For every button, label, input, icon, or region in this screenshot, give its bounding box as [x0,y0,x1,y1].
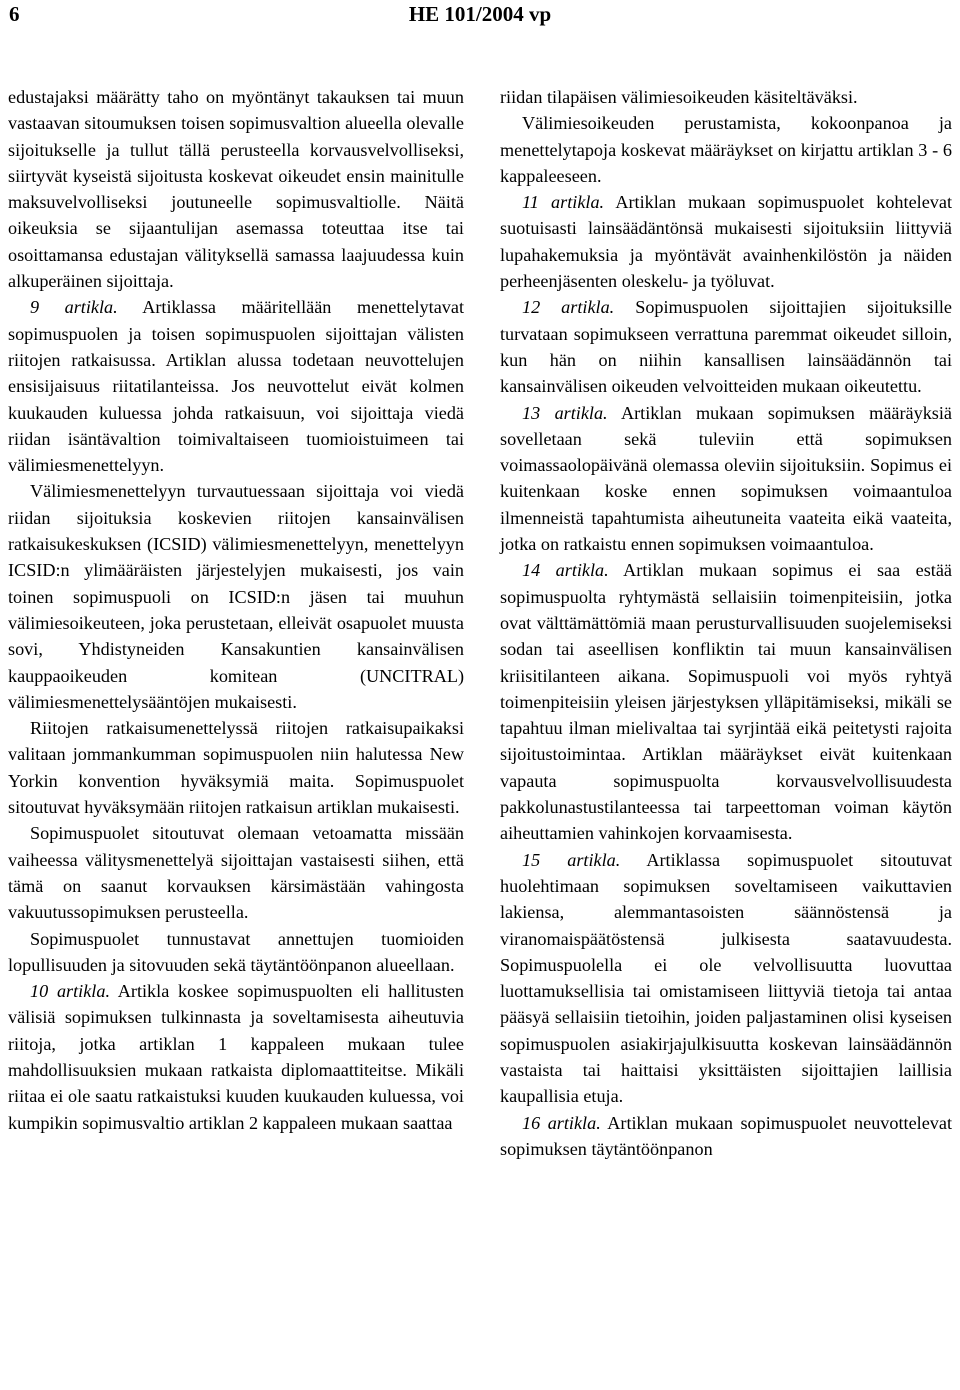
paragraph-article-9 [8,294,464,478]
paragraph-text: Artiklan mukaan sopimus ei saa estää sopimuspuolta ryhtymästä sellaisiin toimenpiteisiin, jotka ovat välttämättömiä maan perusturvallisuuden suojelemiseksi sodan tai aseellisen konfliktin tai muun kansainvälisen kriisitilanteen aikana. Sopimuspuoli voi myös ryhtyä toimenpiteisiin yleisen järjestyksen ylläpitämiseksi, mikäli se tapahtuu ilman mielivaltaa tai syrjintää eikä peitetysti rajoita sijoitustoimintaa. Artiklan määräykset eivät kuitenkaan vapauta sopimuspuolta korvausvelvollisuudesta pakkolunastustilanteessa tai tarpeettoman voiman käytön aiheuttamien vahinkojen korvaamisesta. [500,560,953,844]
article-label: 12 artikla. [522,297,615,318]
paragraph-text: Artiklassa sopimuspuolet sitoutuvat huolehtimaan sopimuksen soveltamiseen vaikuttavien lakiensa, alemmantasoisten säännöstensä ja viranomaispäätöstensä julkisesta saatavuudesta. Sopimuspuolella ei ole velvollisuutta luovuttaa luottamuksellisia tai omistamiseen liittyviä tietoja tai antaa pääsyä sellaisiin tietoihin, joiden paljastaminen olisi kyseisen sopimuspuolen asiakirjajulkisuutta koskevan lainsäädännön vastaista tai haittaisi yksittäisten sijoittajien laillisia kaupallisia etuja. [500,849,952,1107]
paragraph-text: Artikla koskee sopimuspuolten eli hallitusten välisiä sopimuksen tulkinnasta ja soveltamisesta aiheutuvia riitoja, jotka artiklan 1 kappaleen mukaan tulee mahdollisuuksien mukaan ratkaista diplomaattiteitse. Mikäli riitaa ei ole saatu ratkaistuksi kuuden kuukauden kuluessa, voi kumpikin sopimusvaltio artiklan 2 kappaleen mukaan saattaa [8,981,464,1133]
paragraph-text: Sopimuspuolen sijoittajien sijoituksille turvataan sopimukseen verrattuna paremmat oikeudet silloin, kun hän on niihin kansallisen lainsäädännön tai kansainvälisen oikeuden velvoitteiden mukaan oikeutettu. [500,297,952,397]
paragraph-article-11 [500,189,952,294]
paragraph: edustajaksi määrätty taho on myöntänyt takauksen tai muun vastaavan sitoumuksen toisen sopimusvaltion alueella olevalle sijoitukselle ja tullut tällä perusteella korvausvelvolliseksi, siirtyvät kyseistä sijoitusta koskevat oikeudet ensin mainitulle maksuvelvolliseksi joutuneelle sopimusvaltiolle. Näitä oikeuksia se sijaantulijan asemassa toteuttaa itse tai osoittamansa edustajan välityksellä samassa laajuudessa kuin alkuperäinen sijoittaja. [8,87,464,292]
paragraph: Riitojen ratkaisumenettelyssä riitojen ratkaisupaikaksi valitaan jommankumman sopimuspuolen niin halutessa New Yorkin konvention hyväksymiä maita. Sopimuspuolet sitoutuvat hyväksymään riitojen ratkaisun artiklan mukaisesti. [8,718,464,818]
paragraph-article-13 [500,400,952,558]
page-number: 6 [9,2,20,26]
paragraph-text: Artiklan mukaan sopimuksen määräyksiä sovelletaan sekä tuleviin että sopimuksen voimassaolopäivänä olemassa oleviin sijoituksiin. Sopimus ei kuitenkaan koske ennen sopimuksen voimaantuloa ilmenneistä tapahtumista aiheutuneita vaateita eikä vaateita, jotka on ratkaistu ennen sopimuksen voimaantuloa. [500,402,952,555]
article-label: 14 artikla. [522,560,609,581]
paragraph-article-10 [8,978,464,1136]
paragraph: riidan tilapäisen välimiesoikeuden käsiteltäväksi. [500,87,858,107]
paragraph: Välimiesoikeuden perustamista, kokoonpanoa ja menettelytapoja koskevat määräykset on kirjattu artiklan 3 - 6 kappaleeseen. [500,113,952,186]
paragraph-text: Artiklan mukaan sopimuspuolet kohtelevat suotuisasti lainsäädäntönsä mukaisesti sijoituksiin liittyviä lupahakemuksia ja myöntävät avainhenkilöstön ja näiden perheenjäsenten oleskelu- ja työluvat. [500,192,952,292]
paragraph: Välimiesmenettelyyn turvautuessaan sijoittaja voi viedä riidan sijoituksia koskevien riitojen kansainvälisen ratkaisukeskuksen (ICSID) välimiesmenettelyyn, menettelyyn ICSID:n ylimääräisten järjestelyjen mukaisesti, jos vain toinen sopimuspuoli on ICSID:n jäsen tai muuhun välimiesoikeuteen, joka perustetaan, elleivät osapuolet muusta sovi, Yhdistyneiden Kansakuntien kansainvälisen kauppaoikeuden komitean (UNCITRAL) välimiesmenettelysääntöjen mukaisesti. [8,481,464,712]
right-column [500,84,952,1162]
paragraph-text: Artiklan mukaan sopimuspuolet neuvottelevat sopimuksen täytäntöönpanon [500,1112,953,1159]
article-label: 16 artikla. [522,1112,601,1133]
paragraph: Sopimuspuolet tunnustavat annettujen tuomioiden lopullisuuden ja sitovuuden sekä täytäntöönpanon alueellaan. [8,928,464,975]
article-label: 11 artikla. [522,192,605,213]
left-column [8,84,464,1136]
article-label: 9 artikla. [30,297,118,318]
article-label: 10 artikla. [30,981,110,1002]
paragraph-article-12 [500,294,952,399]
page-header [0,0,960,34]
paragraph-article-14 [500,557,952,846]
paragraph-article-15 [500,847,952,1110]
paragraph-text: Artiklassa määritellään menettelytavat sopimuspuolen ja toisen sopimuspuolen sijoittajan välisten riitojen ratkaisussa. Artiklan alussa todetaan neuvottelujen ensisijaisuus riitatilanteissa. Jos neuvottelut eivät kolmen kuukauden kuluessa johda ratkaisuun, voi sijoittaja viedä riidan isäntävaltion toimivaltaiseen tuomioistuimeen tai välimiesmenettelyyn. [8,297,464,476]
paragraph-article-16 [500,1110,952,1163]
document-id: HE 101/2004 vp [408,2,552,26]
article-label: 15 artikla. [522,849,621,870]
paragraph: Sopimuspuolet sitoutuvat olemaan vetoamatta missään vaiheessa välitysmenettelyä sijoittajan vastaisesti siihen, että tämä on saanut korvauksen kärsimästään vahingosta vakuutussopimuksen perusteella. [8,823,464,923]
article-label: 13 artikla. [522,402,608,423]
